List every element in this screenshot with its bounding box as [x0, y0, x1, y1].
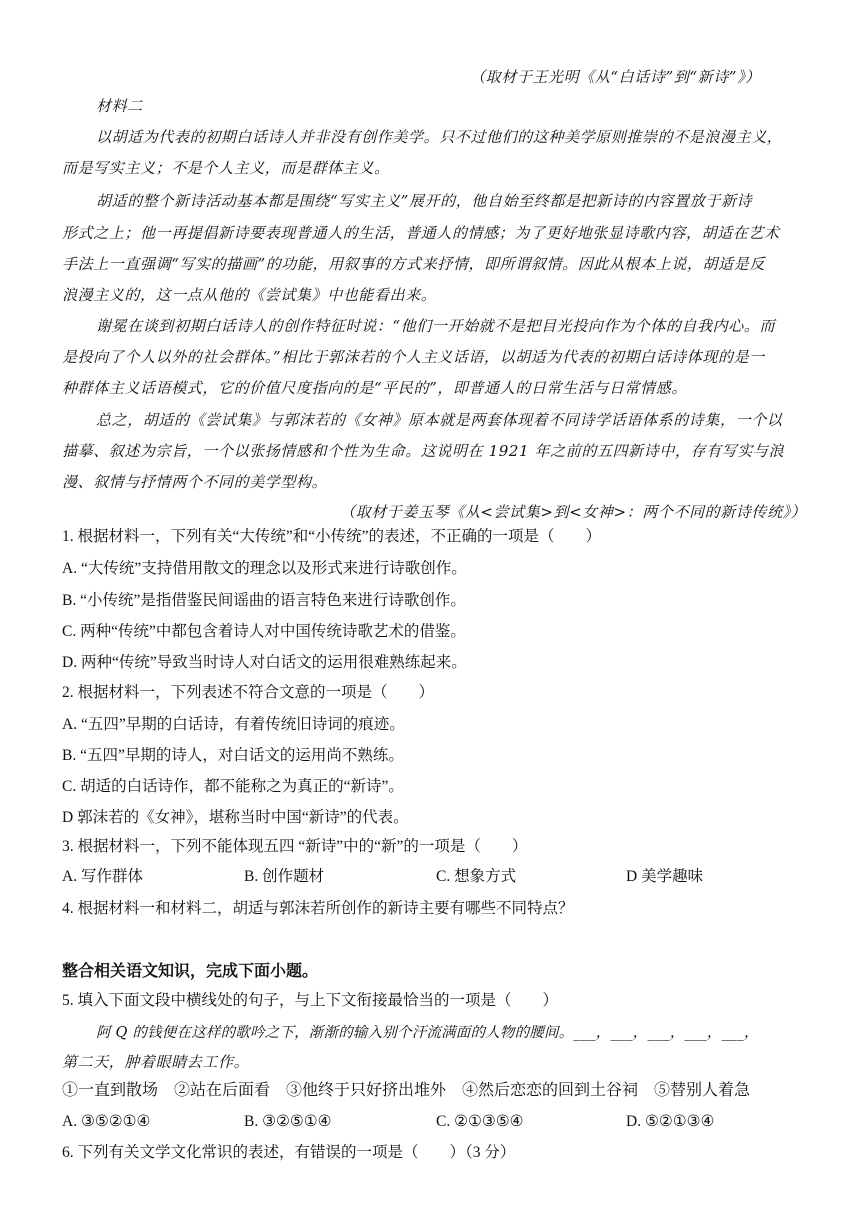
- question-1-option-c[interactable]: C. 两种“传统”中都包含着诗人对中国传统诗歌艺术的借鉴。: [62, 623, 466, 640]
- question-2-option-a[interactable]: A. “五四”早期的白话诗，有着传统旧诗词的痕迹。: [62, 716, 405, 733]
- question-6-stem: 6. 下列有关文学文化常识的表述，有错误的一项是（ ）（3 分）: [62, 1144, 516, 1161]
- source-citation-2: （取材于姜玉琴《从<尝试集>到<女神>：两个不同的新诗传统》）: [340, 503, 807, 521]
- question-1-option-b[interactable]: B. “小传统”是指借鉴民间谣曲的语言特色来进行诗歌创作。: [62, 592, 466, 609]
- source-citation-1: （取材于王光明《从“白话诗”到“新诗”》）: [470, 68, 761, 86]
- paragraph-line: 而是写实主义；不是个人主义，而是群体主义。: [62, 159, 390, 177]
- question-2-option-c[interactable]: C. 胡适的白话诗作，都不能称之为真正的“新诗”。: [62, 778, 404, 795]
- question-3-stem: 3. 根据材料一，下列不能体现五四 “新诗”中的“新”的一项是（ ）: [62, 838, 528, 855]
- section-heading: 整合相关语文知识，完成下面小题。: [62, 961, 319, 980]
- paragraph-line: 浪漫主义的，这一点从他的《尝试集》中也能看出来。: [62, 286, 437, 304]
- paragraph-line: 总之，胡适的《尝试集》与郭沫若的《女神》原本就是两套体现着不同诗学话语体系的诗集，一个以: [96, 411, 783, 429]
- paragraph-line: 以胡适为代表的初期白话诗人并非没有创作美学。只不过他们的这种美学原则推崇的不是浪漫主义，: [96, 128, 783, 146]
- question-2-stem: 2. 根据材料一，下列表述不符合文意的一项是（ ）: [62, 684, 435, 701]
- question-5-stem: 5. 填入下面文段中横线处的句子，与上下文衔接最恰当的一项是（ ）: [62, 992, 559, 1009]
- material-2-heading: 材料二: [96, 97, 143, 115]
- paragraph-line: 谢冕在谈到初期白话诗人的创作特征时说：“他们一开始就不是把目光投向作为个体的自我内心。而: [96, 317, 776, 335]
- question-5-passage-line-1: 阿 Q 的钱便在这样的歌吟之下，渐渐的输入别个汗流满面的人物的腰间。___，___，___，___，___，: [96, 1025, 759, 1041]
- paragraph-line: 手法上一直强调“写实的描画”的功能，用叙事的方式来抒情，即所谓叙情。因此从根本上说，胡适是反: [62, 255, 765, 273]
- question-3-option-a[interactable]: A. 写作群体: [62, 868, 143, 885]
- paragraph-line: 描摹、叙述为宗旨，一个以张扬情感和个性为生命。这说明在 1921 年之前的五四新诗中，存有写实与浪: [62, 442, 785, 460]
- paragraph-line: 形式之上；他一再提倡新诗要表现普通人的生活，普通人的情感；为了更好地张显诗歌内容，胡适在艺术: [62, 224, 780, 242]
- question-1-stem: 1. 根据材料一，下列有关“大传统”和“小传统”的表述，不正确的一项是（ ）: [62, 528, 602, 545]
- question-3-option-c[interactable]: C. 想象方式: [436, 868, 517, 885]
- question-5-option-d[interactable]: D. ⑤②①③④: [626, 1113, 715, 1130]
- paragraph-line: 是投向了个人以外的社会群体。”相比于郭沫若的个人主义话语，以胡适为代表的初期白话诗体现的是一: [62, 348, 765, 366]
- paragraph-line: 漫、叙情与抒情两个不同的美学型构。: [62, 473, 328, 491]
- question-5-passage-line-2: 第二天，肿着眼睛去工作。: [62, 1053, 250, 1071]
- question-5-option-a[interactable]: A. ③⑤②①④: [62, 1113, 151, 1130]
- paragraph-line: 胡适的整个新诗活动基本都是围绕“写实主义”展开的，他自始至终都是把新诗的内容置放于新诗: [96, 192, 753, 210]
- question-3-option-d[interactable]: D 美学趣味: [626, 868, 704, 885]
- question-1-option-a[interactable]: A. “大传统”支持借用散文的理念以及形式来进行诗歌创作。: [62, 560, 467, 577]
- question-5-items: ①一直到散场 ②站在后面看 ③他终于只好挤出堆外 ④然后恋恋的回到土谷祠 ⑤替别人着急: [62, 1082, 751, 1099]
- paragraph-line: 种群体主义话语模式，它的价值尺度指向的是“平民的”，即普通人的日常生活与日常情感。: [62, 379, 687, 397]
- question-1-option-d[interactable]: D. 两种“传统”导致当时诗人对白话文的运用很难熟练起来。: [62, 654, 467, 671]
- question-2-option-d[interactable]: D 郭沫若的《女神》，堪称当时中国“新诗”的代表。: [62, 809, 409, 826]
- question-3-option-b[interactable]: B. 创作题材: [244, 868, 325, 885]
- question-5-option-c[interactable]: C. ②①③⑤④: [436, 1113, 524, 1130]
- question-2-option-b[interactable]: B. “五四”早期的诗人，对白话文的运用尚不熟练。: [62, 747, 404, 764]
- question-5-option-b[interactable]: B. ③②⑤①④: [244, 1113, 332, 1130]
- question-4-stem: 4. 根据材料一和材料二，胡适与郭沫若所创作的新诗主要有哪些不同特点？: [62, 900, 574, 917]
